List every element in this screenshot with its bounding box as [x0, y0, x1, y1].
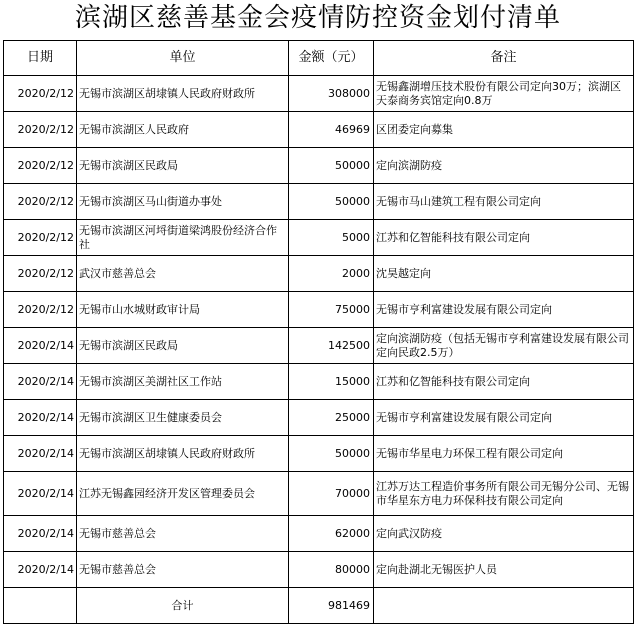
row-note: 无锡市亨利富建设发展有限公司定向	[374, 292, 634, 328]
header-amount: 金额（元）	[289, 41, 374, 76]
table-row	[4, 472, 634, 516]
table-row	[4, 400, 634, 436]
row-date: 2020/2/12	[4, 112, 77, 148]
row-date: 2020/2/14	[4, 400, 77, 436]
table-row	[4, 436, 634, 472]
table-row	[4, 184, 634, 220]
row-unit: 江苏无锡鑫园经济开发区管理委员会	[77, 472, 289, 516]
table-row	[4, 76, 634, 112]
row-note: 江苏和亿智能科技有限公司定向	[374, 220, 634, 256]
row-unit: 无锡市滨湖区胡埭镇人民政府财政所	[77, 76, 289, 112]
row-amount: 50000	[289, 436, 374, 472]
header-date: 日期	[4, 41, 77, 76]
row-amount: 2000	[289, 256, 374, 292]
row-date: 2020/2/12	[4, 184, 77, 220]
row-amount: 50000	[289, 148, 374, 184]
row-unit: 无锡市慈善总会	[77, 552, 289, 588]
row-unit: 无锡市山水城财政审计局	[77, 292, 289, 328]
row-date: 2020/2/12	[4, 292, 77, 328]
row-note: 定向赴湖北无锡医护人员	[374, 552, 634, 588]
header-unit: 单位	[77, 41, 289, 76]
row-amount: 308000	[289, 76, 374, 112]
row-note: 江苏万达工程造价事务所有限公司无锡分公司、无锡市华星东方电力环保科技有限公司定向	[374, 472, 634, 516]
row-unit: 无锡市滨湖区卫生健康委员会	[77, 400, 289, 436]
table-row	[4, 364, 634, 400]
row-amount: 142500	[289, 328, 374, 364]
row-note: 无锡市马山建筑工程有限公司定向	[374, 184, 634, 220]
row-unit: 无锡市滨湖区人民政府	[77, 112, 289, 148]
row-amount: 80000	[289, 552, 374, 588]
row-date: 2020/2/12	[4, 220, 77, 256]
row-unit: 无锡市滨湖区河埒街道梁鸿股份经济合作社	[77, 220, 289, 256]
funding-table	[3, 40, 634, 624]
row-note: 江苏和亿智能科技有限公司定向	[374, 364, 634, 400]
total-label: 合计	[77, 588, 289, 624]
table-row	[4, 112, 634, 148]
row-amount: 75000	[289, 292, 374, 328]
row-note: 定向滨湖防疫	[374, 148, 634, 184]
table-header-row	[4, 41, 634, 76]
table-row	[4, 148, 634, 184]
table-row	[4, 516, 634, 552]
row-date: 2020/2/14	[4, 472, 77, 516]
row-note: 无锡市亨利富建设发展有限公司定向	[374, 400, 634, 436]
row-note: 无锡鑫湖增压技术股份有限公司定向30万；滨湖区天泰商务宾馆定向0.8万	[374, 76, 634, 112]
row-note: 无锡市华星电力环保工程有限公司定向	[374, 436, 634, 472]
total-amount: 981469	[289, 588, 374, 624]
row-note: 定向滨湖防疫（包括无锡市亨利富建设发展有限公司定向民政2.5万）	[374, 328, 634, 364]
row-date: 2020/2/12	[4, 256, 77, 292]
header-note: 备注	[374, 41, 634, 76]
table-row	[4, 552, 634, 588]
page-title: 滨湖区慈善基金会疫情防控资金划付清单	[74, 3, 561, 33]
row-amount: 70000	[289, 472, 374, 516]
row-unit: 武汉市慈善总会	[77, 256, 289, 292]
row-unit: 无锡市滨湖区马山街道办事处	[77, 184, 289, 220]
row-amount: 5000	[289, 220, 374, 256]
row-amount: 25000	[289, 400, 374, 436]
table-row	[4, 256, 634, 292]
row-unit: 无锡市滨湖区胡埭镇人民政府财政所	[77, 436, 289, 472]
row-note: 沈昊越定向	[374, 256, 634, 292]
row-date: 2020/2/12	[4, 148, 77, 184]
row-date: 2020/2/14	[4, 364, 77, 400]
row-note: 区团委定向募集	[374, 112, 634, 148]
row-date: 2020/2/14	[4, 516, 77, 552]
row-amount: 50000	[289, 184, 374, 220]
row-amount: 46969	[289, 112, 374, 148]
row-date: 2020/2/14	[4, 436, 77, 472]
table-row	[4, 220, 634, 256]
table-row	[4, 328, 634, 364]
row-note: 定向武汉防疫	[374, 516, 634, 552]
row-unit: 无锡市滨湖区美湖社区工作站	[77, 364, 289, 400]
row-date: 2020/2/14	[4, 552, 77, 588]
row-date: 2020/2/14	[4, 328, 77, 364]
row-amount: 62000	[289, 516, 374, 552]
total-row	[4, 588, 634, 624]
row-amount: 15000	[289, 364, 374, 400]
table-row	[4, 292, 634, 328]
row-date: 2020/2/12	[4, 76, 77, 112]
row-unit: 无锡市滨湖区民政局	[77, 328, 289, 364]
row-unit: 无锡市滨湖区民政局	[77, 148, 289, 184]
row-unit: 无锡市慈善总会	[77, 516, 289, 552]
